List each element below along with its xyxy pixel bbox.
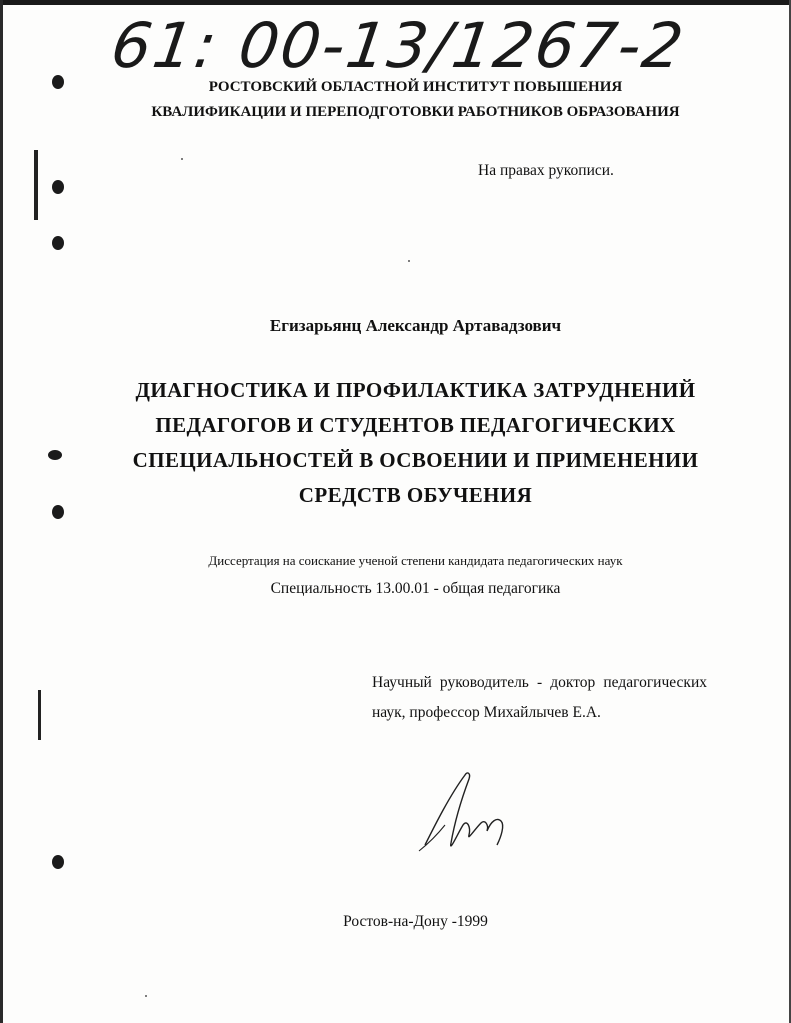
scan-speck (408, 260, 410, 262)
punch-hole (52, 180, 64, 194)
specialty: Специальность 13.00.01 - общая педагогика (270, 580, 561, 597)
binder-mark (38, 690, 41, 740)
title-line: ДИАГНОСТИКА И ПРОФИЛАКТИКА ЗАТРУДНЕНИЙ (135, 378, 696, 402)
binder-mark (34, 150, 38, 220)
dissertation-title (60, 373, 771, 513)
author-name: Егизарьянц Александр Артавадзович (269, 316, 562, 335)
punch-hole (52, 855, 64, 869)
punch-hole (52, 236, 64, 250)
degree-statement: Диссертация на соискание ученой степени кандидата педагогических наук (208, 553, 623, 568)
scientific-supervisor: Научный руководитель - доктор педагогических наук, профессор Михайлычев Е.А. (372, 674, 707, 721)
rights-note: На правах рукописи. (478, 162, 614, 179)
supervisor-signature (405, 765, 535, 865)
institute-name-line-1: РОСТОВСКИЙ ОБЛАСТНОЙ ИНСТИТУТ ПОВЫШЕНИЯ (208, 79, 623, 95)
title-line: СПЕЦИАЛЬНОСТЕЙ В ОСВОЕНИИ И ПРИМЕНЕНИИ (132, 448, 699, 472)
scan-border-left (0, 0, 3, 1023)
institute-name-line-2: КВАЛИФИКАЦИИ И ПЕРЕПОДГОТОВКИ РАБОТНИКОВ ОБРАЗОВАНИЯ (151, 104, 680, 120)
scan-border-top (0, 0, 791, 5)
handwritten-catalog-number: 61: 00-13/1267-2 (106, 9, 690, 82)
scan-speck (181, 158, 183, 160)
scan-speck (145, 995, 147, 997)
city-and-year: Ростов-на-Дону -1999 (343, 913, 488, 930)
title-line: ПЕДАГОГОВ И СТУДЕНТОВ ПЕДАГОГИЧЕСКИХ (155, 413, 676, 437)
title-line: СРЕДСТВ ОБУЧЕНИЯ (298, 483, 533, 507)
